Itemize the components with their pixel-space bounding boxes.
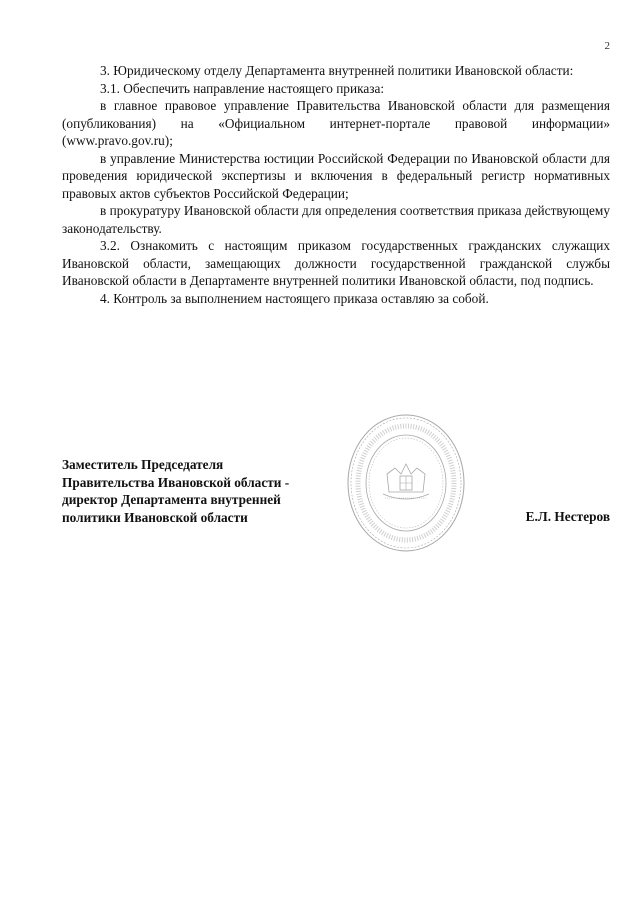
document-body <box>62 62 610 307</box>
paragraph-recipient-prosecutor: в прокуратуру Ивановской области для определения соответствия приказа действующему законодательству. <box>62 203 610 236</box>
paragraph-item-3-1: 3.1. Обеспечить направление настоящего приказа: <box>100 80 385 96</box>
signer-name: Е.Л. Нестеров <box>525 509 610 524</box>
signer-position-line: Заместитель Председателя <box>62 457 224 472</box>
paragraph-recipient-legal-department: в главное правовое управление Правительства Ивановской области для размещения (опубликования) на «Официальном интернет-портале правовой информации» (www.pravo.gov.ru); <box>62 98 610 148</box>
paragraph-item-3: 3. Юридическому отделу Департамента внутренней политики Ивановской области: <box>100 63 574 78</box>
signer-position-line: директор Департамента внутренней <box>62 492 281 507</box>
page-number: 2 <box>604 40 610 52</box>
paragraph-item-3-2: 3.2. Ознакомить с настоящим приказом государственных гражданских служащих Ивановской области, замещающих должности государственной гражданской службы Ивановской области в Департаменте внутренней политики Ивановской области, под подпись. <box>62 238 610 288</box>
signer-position <box>62 456 362 526</box>
signature-block <box>62 456 610 526</box>
signer-position-line: политики Ивановской области <box>62 509 248 525</box>
paragraph-recipient-justice-ministry: в управление Министерства юстиции Российской Федерации по Ивановской области для проведения юридической экспертизы и включения в федеральный регистр нормативных правовых актов субъектов Российской Федерации; <box>62 150 610 201</box>
signer-position-line: Правительства Ивановской области - <box>62 474 290 490</box>
paragraph-item-4: 4. Контроль за выполнением настоящего приказа оставляю за собой. <box>100 290 489 306</box>
